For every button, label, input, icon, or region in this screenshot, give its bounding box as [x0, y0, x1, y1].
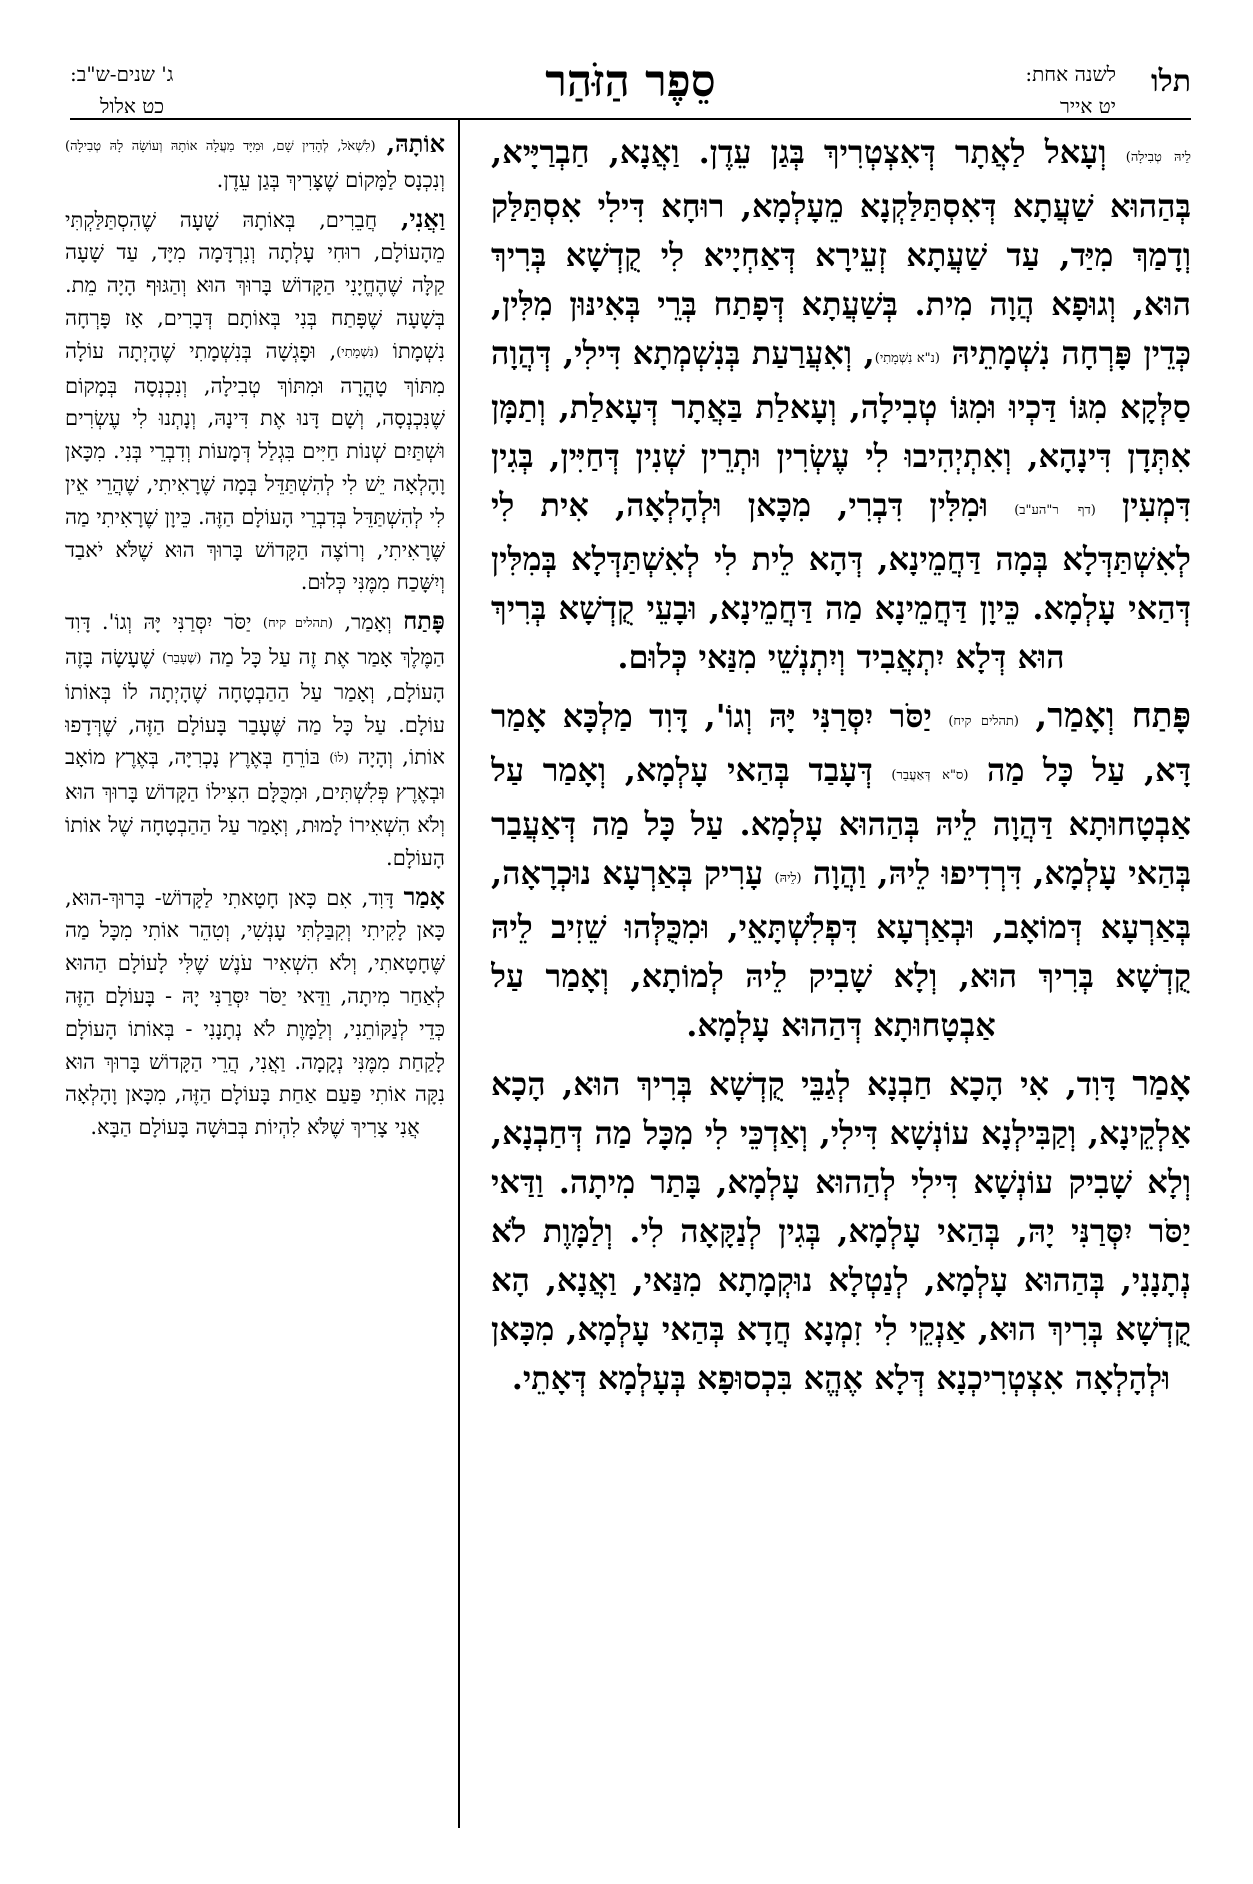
aramaic-paragraph: [491, 1060, 1191, 1403]
verse-source: (תהלים קיח): [948, 714, 1019, 729]
variant-note: (שֶׁעָבַר): [162, 650, 202, 666]
paragraph-text: יַסֹּר יִסְּרַנִּי יָּהּ וְגוֹ'. דָּוִד הַמֶּלֶךְ אָמַר אֶת זֶה עַל כָּל מַה: [65, 610, 445, 669]
paragraph-text: בּוֹרֵחַ בְּאֶרֶץ נָכְרִיָּה, בְּאֶרֶץ מוֹאָב וּבְאֶרֶץ פְּלִשְׁתִּים, וּמִכֻּלָּם הִצִּילוֹ הַקָּדוֹשׁ בָּרוּךְ הוּא וְלֹא הִשְׁאִירוֹ לָמוּת, וְאָמַר עַל הַהַבְטָחָה שֶׁל אוֹתוֹ הָעוֹלָם.: [65, 745, 445, 870]
paragraph-text: יַסֹּר יִסְּרַנִּי יָּהּ וְגוֹ', דָּוִד מַלְכָּא אָמַר דָּא, עַל כָּל מַה: [491, 697, 1191, 789]
paragraph-opening: אוֹתָהּ,: [386, 129, 445, 158]
paragraph-text: , וְאִעֲרַעַת בְּנִשְׁמְתָא דִּילִי, דְּהֲוָה סַלְּקָא מִגּוֹ דַּכְיוּ וּמִגּוֹ טְבִילָה, וְעָאלַת בַּאֲתָר דְּעָאלַת, וְתַמָּן אִתְּדָן דִּינָהָא, וְאִתְיְהִיבוּ לִי עֶשְׂרִין וּתְרֵין שְׁנִין דְּחַיִּין, בְּגִין דִּמְעִין: [491, 334, 1191, 524]
paragraph-text: שֶׁעָשָׂה בָּזֶה הָעוֹלָם, וְאָמַר עַל הַהַבְטָחָה שֶׁהָיְתָה לוֹ בְּאוֹתוֹ עוֹלָם. עַל כָּל מַה שֶּׁעָבַר בָּעוֹלָם הַזֶּה, שֶׁרְּדָפוּ אוֹתוֹ, וְהָיָה: [65, 644, 445, 770]
book-title: סֵפֶר הַזֹּהַר: [545, 56, 716, 107]
paragraph-opening: פָּתַח: [403, 606, 445, 636]
translation-paragraph: [65, 881, 445, 1144]
variant-note: (נִשְׁמָתִי): [336, 344, 379, 360]
aramaic-column: [491, 128, 1191, 1828]
paragraph-text: דָּוִד, אִם כָּאן חָטָאתִי לַקָּדוֹשׁ- בָּרוּךְ-הוּא, כָּאן לָקִיתִי וְקִבַּלְתִּי עָנְשִׁי, וְטִהֵר אוֹתִי מִכָּל מַה שֶּׁחָטָאתִי, וְלֹא הִשְׁאִיר עֹנֶשׁ שֶׁלִּי לָעוֹלָם הַהוּא לְאַחַר מִיתָה, וַדַּאי יַסֹּר יִסְּרַנִּי יָהּ - בָּעוֹלָם הַזֶּה כְּדֵי לְנַקּוֹתֵנִי, וְלַמָּוֶת לֹא נְתָנָנִי - בְּאוֹתוֹ הָעוֹלָם לָקַחַת מִמֶּנִּי נְקָמָה. וַאֲנִי, הֲרֵי הַקָּדוֹשׁ בָּרוּךְ הוּא נִקָּה אוֹתִי פַּעַם אַחַת בָּעוֹלָם הַזֶּה, מִכָּאן וָהָלְאָה אֲנִי צָרִיךְ שֶׁלֹּא לִהְיוֹת בְּבוּשָׁה בָּעוֹלָם הַבָּא.: [65, 885, 445, 1140]
aramaic-paragraph: [491, 692, 1191, 1050]
verse-source: (תהלים קיח): [262, 616, 333, 632]
paragraph-text: דְּעָבַד בְּהַאי עָלְמָא, וְאָמַר עַל אַבְטָחוּתָא דַּהֲוָה לֵיהּ בְּהַהוּא עָלְמָא. עַל כָּל מַה דְּאַעֲבַר בְּהַאי עָלְמָא, דִּרְדִיפוּ לֵיהּ, וַהֲוָה: [491, 751, 1191, 892]
page-reference: (דף ר"הע"ב): [1014, 503, 1096, 518]
paragraph-text: דָּוִד, אִי הָכָא חַבְנָא לְגַבֵּי קֻדְשָׁא בְּרִיךְ הוּא, הָכָא אַלְקֵינָא, וְקַבִּילְנָא עוֹנְשָׁא דִּילִי, וְאַדְכֵּי לִי מִכָּל מַה דְּחַבְנָא, וְלָא שָׁבִיק עוֹנְשָׁא דִּילִי לְהַהוּא עָלְמָא, בָּתַר מִיתָה. וַדַּאי יַסֹּר יִסְּרַנִּי יָהּ, בְּהַאי עָלְמָא, בְּגִין לְנַקָּאָה לִי. וְלַמָּוֶת לֹא נְתָנָנִי, בְּהַהוּא עָלְמָא, לְנַטְלָא נוּקְמָתָא מִנַּאי, וַאֲנָא, הָא קֻדְשָׁא בְּרִיךְ הוּא, אַנְקֵי לִי זִמְנָא חֲדָא בְּהַאי עָלְמָא, מִכָּאן וּלְהָלְאָה אִצְטְרִיכְנָא דְּלָא אֶהֱא בִּכְסוּפָא בְּעָלְמָא דְּאָתֵי.: [491, 1065, 1191, 1397]
three-year-schedule-label: ג' שנים-ש"ב:: [70, 62, 174, 86]
page-number: תלו: [1150, 64, 1191, 99]
variant-note: (ס"א דְּאַעֲבַר): [891, 768, 969, 783]
paragraph-text: חֲבֵרִים, בְּאוֹתָהּ שָׁעָה שֶׁהִסְתַּלַּקְתִּי מֵהָעוֹלָם, רוּחִי עָלְתָה וְנִרְדָּמָה מִיָּד, עַד שָׁעָה קַלָּה שֶׁהֶחֱיָנִי הַקָּדוֹשׁ בָּרוּךְ הוּא וְהַגּוּף הָיָה מֵת. בְּשָׁעָה שֶׁפָּתַח בְּנִי בְּאוֹתָם דְּבָרִים, אָז פָּרְחָה נִשְׁמָתוֹ: [65, 207, 445, 363]
paragraph-text: וְנִכְנָס לַמָּקוֹם שֶׁצָּרִיךְ בְּגַן עֵדֶן.: [216, 167, 445, 192]
translation-paragraph: [65, 128, 445, 197]
aramaic-paragraph: [491, 128, 1191, 682]
hebrew-translation-column: [65, 128, 445, 1828]
column-divider: [458, 118, 460, 1828]
paragraph-text: וְעָאל לַאֲתָר דְּאִצְטְרִיךְ בְּגַן עֵדֶן. וַאֲנָא, חַבְרַיָּיא, בְּהַהוּא שַׁעֲתָא דְּאִסְתַּלַּקְנָא מֵעָלְמָא, רוּחָא דִּילִי אִסְתַּלַּק וְדָמַךְ מִיַּד, עַד שַׁעֲתָא זְעֵירָא דְּאַחְיָיא לִי קֻדְשָׁא בְּרִיךְ הוּא, וְגוּפָא הֲוָה מִית. בְּשַׁעֲתָא דְּפָתַח בְּרֵי בְּאִינּוּן מִלִּין, כְּדֵין פָּרְחָה נִשְׁמָתֵיהּ: [491, 133, 1191, 372]
one-year-schedule-label: לשנה אחת:: [1025, 62, 1116, 86]
header-rule: [70, 118, 1191, 120]
paragraph-text: וְאָמַר,: [344, 610, 392, 635]
paragraph-text: , וּפָגְשָׁה בְּנִשְׁמָתִי שֶׁהָיְתָה עוֹלָה מִתּוֹךְ טָהֳרָה וּמִתּוֹךְ טְבִילָה, וְנִכְנְסָה בְּמָקוֹם שֶׁנִּכְנְסָה, וְשָׁם דָּנוּ אֶת דִּינָהּ, וְנָתְנוּ לִי עֶשְׂרִים וּשְׁתַּיִם שְׁנוֹת חַיִּים בִּגְלַל דְּמָעוֹת וְדִבְרֵי בְּנִי. מִכָּאן וָהָלְאָה יֵשׁ לִי לְהִשְׁתַּדֵּל בְּמָה שֶׁרָאִיתִי, שֶׁהֲרֵי אֵין לִי לְהִשְׁתַּדֵּל בְּדִבְרֵי הָעוֹלָם הַזֶּה. כֵּיוָן שֶׁרָאִיתִי מַה שֶּׁרָאִיתִי, וְרוֹצֶה הַקָּדוֹשׁ בָּרוּךְ הוּא שֶׁלֹּא יֹאבַד וְיִשָּׁכַח מִמֶּנִּי כְּלוּם.: [65, 338, 445, 595]
continuation-note: לֵיהּ טְבִילָה): [1125, 150, 1191, 165]
paragraph-text: עָרִיק בְּאַרְעָא נוּכְרָאָה, בְּאַרְעָא דְּמוֹאָב, וּבְאַרְעָא דִּפְלִשְׁתָּאֵי, וּמִכֻּלְּהוּ שֵׁזִיב לֵיהּ קֻדְשָׁא בְּרִיךְ הוּא, וְלָא שָׁבִיק לֵיהּ לְמוֹתָא, וְאָמַר עַל אַבְטָחוּתָא דְּהַהוּא עָלְמָא.: [491, 854, 1191, 1044]
translation-paragraph: [65, 203, 445, 600]
paragraph-opening: פָּתַח וְאָמַר,: [1035, 696, 1191, 736]
variant-note: (לוֹ): [329, 751, 349, 767]
paragraph-opening: אָמַר: [1132, 1064, 1191, 1104]
variant-note: (נ"א נִשְׁמָתִי): [874, 351, 940, 366]
variant-note: (לֵיהּ): [774, 871, 802, 886]
continuation-note: (לִשְׁאֹל, לְהָדִין שָׁם, וּמִיָּד מַעֲלָה אוֹתָהּ וְעוֹשָׂה לָהּ טְבִילָה): [65, 139, 376, 154]
paragraph-opening: וַאֲנִי,: [400, 203, 445, 233]
three-year-schedule-date: כט אלול: [100, 94, 165, 118]
one-year-schedule-date: יט אייר: [1060, 94, 1116, 118]
translation-paragraph: [65, 605, 445, 874]
paragraph-text: וּמִלִּין דִּבְרִי, מִכָּאן וּלְהָלְאָה, אִית לִי לְאִשְׁתַּדְּלָא בְּמָה דַּחֲמֵינָא, דְּהָא לֵית לִי לְאִשְׁתַּדְּלָא בְּמִלִּין דְּהַאי עָלְמָא. כֵּיוָן דַּחֲמֵינָא מַה דַּחֲמֵינָא, וּבָעֵי קֻדְשָׁא בְּרִיךְ הוּא דְּלָא יִתְאֲבִיד וְיִתְנְשֵׁי מִנַּאי כְּלוּם.: [491, 486, 1191, 676]
paragraph-opening: אָמַר: [403, 881, 445, 911]
